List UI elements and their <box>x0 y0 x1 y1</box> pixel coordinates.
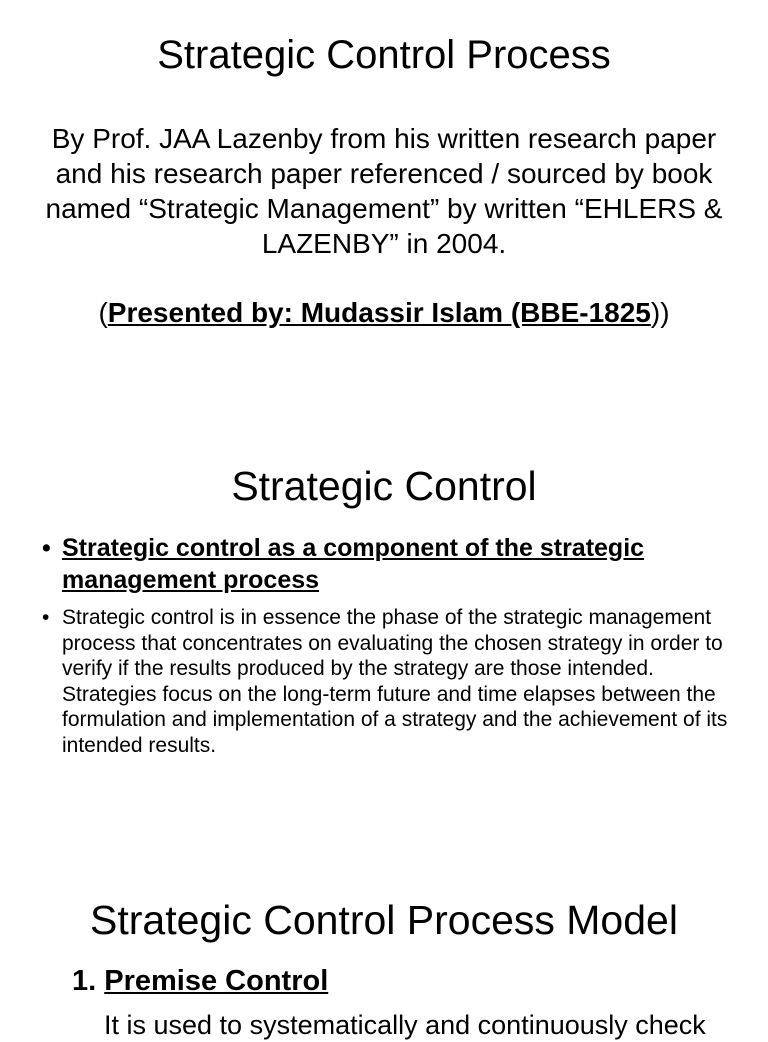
presenter-name: Presented by: Mudassir Islam (BBE-1825 <box>107 297 651 328</box>
slide-subtitle: By Prof. JAA Lazenby from his written research paper and his research paper referenced / sourced by book named “Strategic Management” by written “EHLERS & LAZENBY” in 2004. <box>45 123 723 259</box>
item-description: It is used to systematically and continuously check <box>104 1010 706 1040</box>
item-number: 1. <box>72 965 97 997</box>
slide-process-model <box>0 860 768 1040</box>
presenter-close-paren: )) <box>650 297 670 328</box>
bullet-item <box>42 605 742 758</box>
bullet-marker: • <box>42 534 51 562</box>
bullet-text: Strategic control as a component of the strategic management process <box>62 534 645 594</box>
item-label: Premise Control <box>104 965 329 997</box>
presenter-line <box>0 295 768 331</box>
presenter-open-paren: ( <box>98 297 108 328</box>
bullet-item <box>42 532 742 596</box>
bullet-text: Strategic control is in essence the phase of the strategic management process that concentrates on evaluating the chosen strategy in order to verify if the results produced by the strategy are those intended. Strategies focus on the long-term future and time elapses between the formulation and implementation of a strategy and the achievement of its intended results. <box>62 606 728 757</box>
numbered-item <box>72 963 328 999</box>
slide-title-heading: Strategic Control Process <box>157 33 611 77</box>
bullet-marker: • <box>42 606 50 629</box>
slide-heading: Strategic Control Process Model <box>90 897 678 943</box>
slide-heading: Strategic Control <box>231 463 537 509</box>
slide-title <box>0 0 768 420</box>
slide-strategic-control <box>0 420 768 860</box>
